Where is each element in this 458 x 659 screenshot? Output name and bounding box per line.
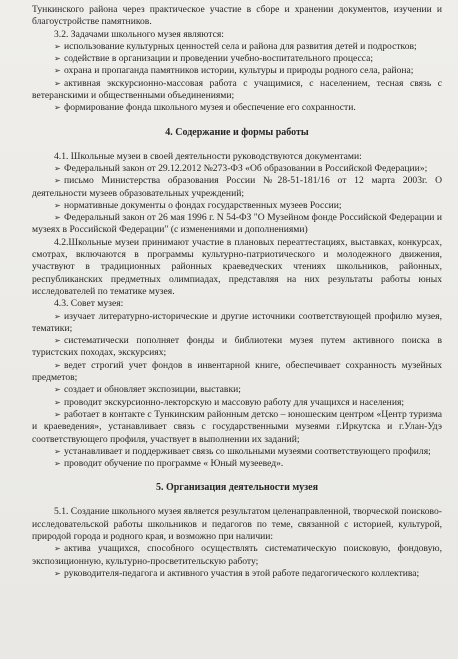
list-item: ➢ изучает литературно-исторические и другие источники соответствующей профилю музея, тематики; — [32, 310, 442, 334]
arrow-bullet-icon: ➢ — [54, 103, 61, 113]
list-item: ➢ активная экскурсионно-массовая работа с учащимися, с населением, тесная связь с ветеранскими и общественными объединениями; — [32, 77, 442, 102]
list-item: ➢ формирование фонда школьного музея и обеспечение его сохранности. — [54, 102, 356, 114]
arrow-bullet-icon: ➢ — [54, 409, 61, 419]
arrow-bullet-icon: ➢ — [54, 397, 61, 407]
arrow-bullet-icon: ➢ — [54, 78, 61, 88]
arrow-bullet-icon: ➢ — [54, 568, 61, 578]
conditions-list — [32, 543, 442, 580]
arrow-bullet-icon: ➢ — [54, 176, 61, 186]
council-heading: 4.3. Совет музея: — [54, 298, 124, 310]
arrow-bullet-icon: ➢ — [54, 54, 61, 64]
arrow-bullet-icon: ➢ — [54, 200, 61, 210]
list-item: ➢ нормативные документы о фондах государственных музеев России; — [54, 199, 342, 211]
arrow-bullet-icon: ➢ — [54, 66, 61, 76]
arrow-bullet-icon: ➢ — [54, 41, 61, 51]
paragraph-5-1: 5.1. Создание школьного музея является результатом целенаправленной, творческой поисково-исследовательской работы школьников и педагогов по теме, связанной с историей, культурой, природой города и родного края, и возможно при наличии: — [32, 506, 442, 542]
list-item: ➢ систематически пополняет фонды и библиотеки музея путем активного поиска в туристских походах, экскурсиях; — [32, 335, 442, 359]
list-item: ➢ Федеральный закон от 26 мая 1996 г. N 54-ФЗ "О Музейном фонде Российской Федерации и музеях в Российской Федерации" (с изменениями и дополнениями) — [32, 212, 442, 236]
list-item: ➢ устанавливает и поддерживает связь со школьными музеями соответствующего профиля; — [54, 445, 431, 457]
council-list — [32, 311, 442, 471]
arrow-bullet-icon: ➢ — [54, 213, 61, 223]
documents-list — [32, 163, 442, 237]
tasks-heading: 3.2. Задачами школьного музея являются: — [54, 28, 224, 40]
list-item: ➢ использование культурных ценностей села и района для развития детей и подростков; — [54, 40, 417, 52]
arrow-bullet-icon: ➢ — [54, 385, 61, 395]
arrow-bullet-icon: ➢ — [54, 544, 61, 554]
list-item: ➢ работает в контакте с Тункинским районным детско – юношеским центром «Центр туризма и краеведения», устанавливает связь с государственными музеями г.Иркутска и г.Улан-Удэ соответствующего профиля, участвует в выполнении их заданий; — [32, 408, 442, 445]
arrow-bullet-icon: ➢ — [54, 163, 61, 173]
arrow-bullet-icon: ➢ — [54, 360, 61, 370]
list-item: ➢ ведет строгий учет фондов в инвентарной книге, обеспечивает сохранность музейных предметов; — [32, 359, 442, 384]
list-item: ➢ письмо Министерства образования России №28-51-181/16 от 12 марта 2003г. О деятельности музеев образовательных учреждений; — [32, 175, 442, 199]
list-item: ➢ проводит экскурсионно-лекторскую и массовую работу для учащихся и населения; — [54, 396, 405, 408]
section-5-heading: 5. Организация деятельности музея — [155, 482, 319, 494]
list-item: ➢ проводит обучение по программе « Юный музеевед». — [54, 458, 284, 470]
list-item: ➢ содействие в организации и проведении учебно-воспитательного процесса; — [54, 53, 374, 65]
arrow-bullet-icon: ➢ — [54, 459, 61, 469]
arrow-bullet-icon: ➢ — [54, 446, 61, 456]
section-4-heading: 4. Содержание и формы работы — [165, 126, 309, 138]
list-item: ➢ охрана и пропаганда памятников истории, культуры и природы родного села, района; — [54, 65, 414, 77]
tasks-list — [32, 41, 442, 115]
arrow-bullet-icon: ➢ — [54, 311, 61, 321]
documents-heading: 4.1. Школьные музеи в своей деятельности руководствуются документами: — [54, 150, 362, 162]
list-item: ➢ создает и обновляет экспозиции, выставки; — [54, 384, 241, 396]
list-item: ➢ руководителя-педагога и активного участия в этой работе педагогического коллектива; — [54, 567, 420, 579]
paragraph-4-2: 4.2.Школьные музеи принимают участие в плановых переаттестациях, выставках, конкурсах, смотрах, включаются в программы культурно-патриотического и молодежного движения, участвуют в традиционных районных краеведческих чтениях школьников, районных, республиканских предметных олимпиадах, представляя на них результаты работы юных исследователей по тематике музея. — [32, 236, 442, 297]
intro-paragraph: Тункинского района через практическое участие в сборе и хранении документов, изучении и благоустройстве памятников. — [32, 4, 442, 28]
arrow-bullet-icon: ➢ — [54, 336, 61, 346]
list-item: ➢ актива учащихся, способного осуществлять систематическую поисковую, фондовую, экспозиционную, культурно-просветительскую работу; — [32, 543, 442, 567]
list-item: ➢ Федеральный закон от 29.12.2012 №273-ФЗ «Об образовании в Российской Федерации»; — [54, 162, 428, 174]
